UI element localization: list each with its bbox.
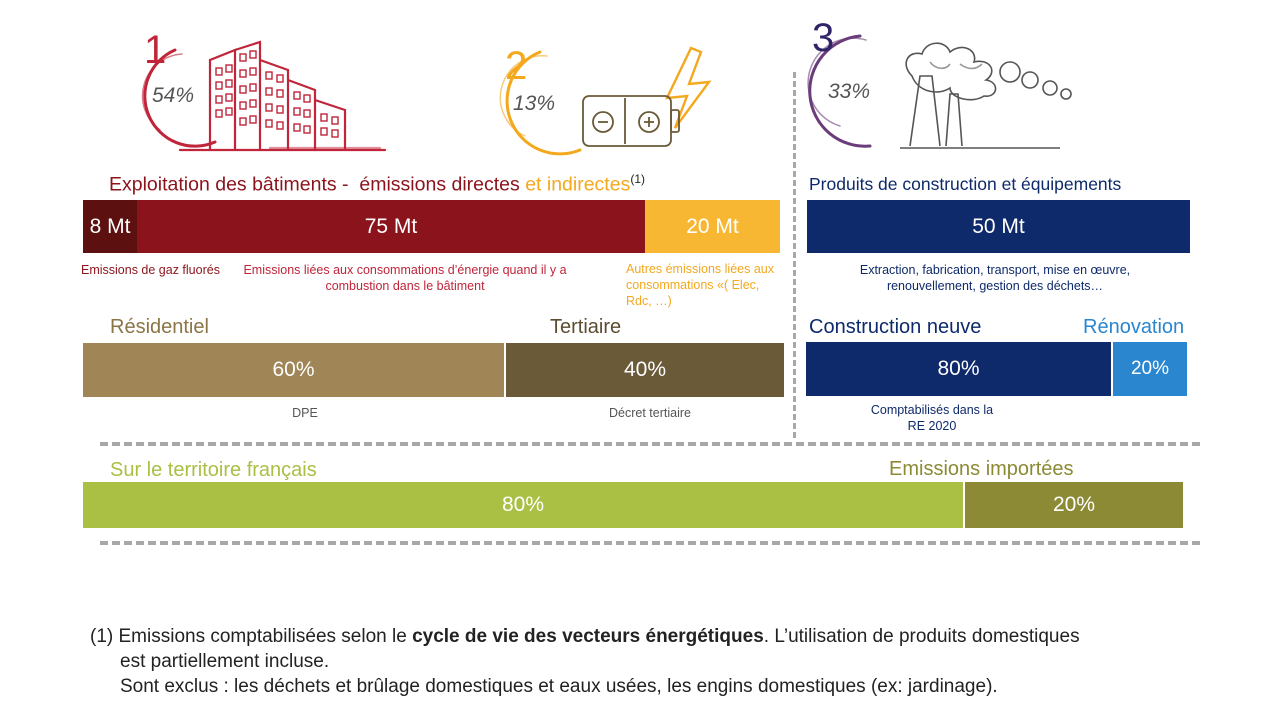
- caption-construction-products: Extraction, fabrication, transport, mise en œuvre, renouvellement, gestion des déchets…: [859, 263, 1131, 293]
- construction-bars: [806, 342, 1187, 396]
- bar-residential-label: 60%: [272, 358, 315, 381]
- bar-tertiary-label: 40%: [623, 358, 667, 381]
- bar-renovation: [1111, 342, 1187, 396]
- footnote: [90, 624, 1250, 699]
- bar-8mt-label: 8 Mt: [89, 214, 131, 238]
- territory-bars: [83, 482, 1183, 528]
- residential-title: Résidentiel: [110, 316, 209, 338]
- caption-decret-tertiaire: Décret tertiaire: [609, 406, 691, 420]
- residential-bars: [83, 343, 784, 397]
- icon-1-number: 1: [144, 28, 167, 72]
- bar-50mt-label: 50 Mt: [972, 214, 1025, 238]
- bar-french-territory: [83, 482, 963, 528]
- caption-other-emissions: Autres émissions liées aux consommations «( Elec, Rdc, …): [626, 262, 774, 308]
- bar-french-territory-label: 80%: [501, 493, 545, 516]
- icon-group-1: [120, 20, 400, 160]
- bar-tertiary: [504, 343, 784, 397]
- renovation-title: Rénovation: [1083, 316, 1185, 338]
- bar-residential: [83, 343, 504, 397]
- bar-50mt: [807, 200, 1190, 253]
- bar-imported: [963, 482, 1183, 528]
- territory-title: Sur le territoire français: [110, 459, 317, 481]
- footnote-line2: est partiellement incluse.: [120, 651, 330, 672]
- icon-1-percent: 54%: [152, 84, 195, 107]
- footnote-line1: [90, 624, 1250, 649]
- icon-3-percent: 33%: [828, 80, 871, 103]
- section1-bars: [83, 200, 780, 253]
- vertical-divider: [793, 72, 796, 438]
- caption-fluorinated: Emissions de gaz fluorés: [81, 263, 220, 277]
- icon-group-3: [800, 14, 1090, 154]
- footnote-line1-prefix: (1) Emissions comptabilisées selon le: [90, 626, 413, 647]
- footnote-line3: Sont exclus : les déchets et brûlage domestiques et eaux usées, les engins domestiques (ex: jardinage).: [120, 676, 998, 697]
- icon-2-number: 2: [505, 44, 528, 88]
- section1-title-highlight: et indirectes: [525, 173, 631, 196]
- caption-re2020: Comptabilisés dans la RE 2020: [870, 403, 994, 433]
- construction-title: Construction neuve: [809, 316, 982, 338]
- bar-20mt-label: 20 Mt: [686, 214, 739, 238]
- caption-dpe: DPE: [292, 406, 318, 420]
- bar-imported-label: 20%: [1052, 493, 1096, 516]
- bar-20mt: [645, 200, 780, 253]
- bar-new-construction: [806, 342, 1111, 396]
- bar-new-construction-label: 80%: [937, 357, 980, 380]
- section1-title-main: Exploitation des bâtiments - émissions directes: [109, 173, 526, 196]
- footnote-line1-suffix: . L’utilisation de produits domestiques: [763, 626, 1080, 647]
- horizontal-divider-top: [100, 442, 1200, 446]
- horizontal-divider-bottom: [100, 541, 1200, 545]
- bar-8mt: [83, 200, 137, 253]
- bar-75mt-label: 75 Mt: [364, 214, 418, 238]
- bar-renovation-label: 20%: [1130, 358, 1170, 379]
- footnote-line1-bold: cycle de vie des vecteurs énergétiques: [412, 626, 764, 647]
- icon-2-percent: 13%: [513, 92, 556, 115]
- bar-75mt: [137, 200, 645, 253]
- caption-combustion: Emissions liées aux consommations d’énergie quand il y a combustion dans le bâtiment: [243, 263, 567, 293]
- icon-3-number: 3: [812, 16, 835, 60]
- icon-group-2: [495, 38, 755, 163]
- tertiary-title: Tertiaire: [550, 316, 622, 338]
- section1-title-note: (1): [630, 172, 645, 186]
- section2-title: Produits de construction et équipements: [809, 174, 1122, 194]
- imported-title: Emissions importées: [889, 458, 1074, 480]
- section1-title: [109, 172, 645, 197]
